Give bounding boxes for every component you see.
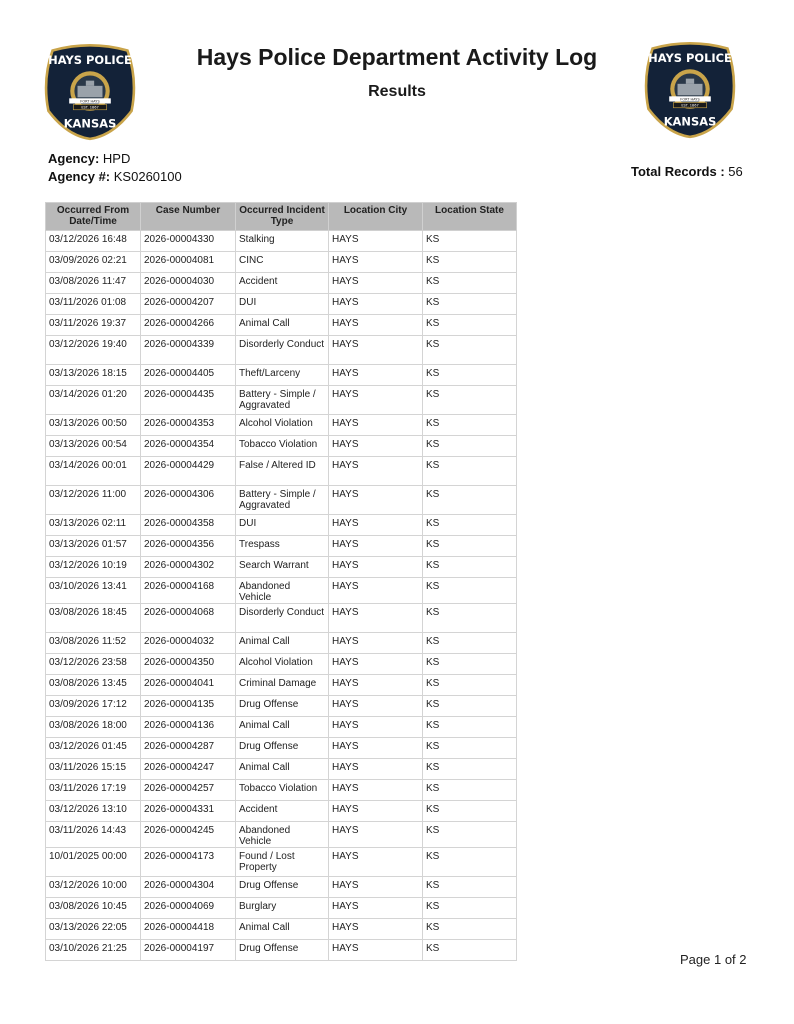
agency-value: HPD xyxy=(102,151,131,166)
cell-case-number: 2026-00004304 xyxy=(141,877,236,898)
cell-occurred-datetime: 03/14/2026 00:01 xyxy=(46,457,141,486)
cell-incident-type: Accident xyxy=(236,273,329,294)
cell-incident-type: Abandoned Vehicle xyxy=(236,578,329,604)
cell-location-city: HAYS xyxy=(329,604,423,633)
cell-location-city: HAYS xyxy=(329,436,423,457)
agency-label: Agency: xyxy=(48,151,100,166)
svg-text:KANSAS: KANSAS xyxy=(63,116,117,131)
cell-location-city: HAYS xyxy=(329,898,423,919)
cell-location-state: KS xyxy=(423,386,517,415)
cell-location-state: KS xyxy=(423,780,517,801)
cell-location-state: KS xyxy=(423,557,517,578)
cell-occurred-datetime: 03/12/2026 16:48 xyxy=(46,231,141,252)
cell-case-number: 2026-00004069 xyxy=(141,898,236,919)
cell-incident-type: Drug Offense xyxy=(236,877,329,898)
cell-case-number: 2026-00004331 xyxy=(141,801,236,822)
cell-case-number: 2026-00004081 xyxy=(141,252,236,273)
cell-location-state: KS xyxy=(423,633,517,654)
cell-incident-type: Stalking xyxy=(236,231,329,252)
cell-location-state: KS xyxy=(423,738,517,759)
cell-location-state: KS xyxy=(423,457,517,486)
cell-case-number: 2026-00004339 xyxy=(141,336,236,365)
table-row xyxy=(46,536,517,557)
cell-occurred-datetime: 03/10/2026 13:41 xyxy=(46,578,141,604)
cell-incident-type: Accident xyxy=(236,801,329,822)
cell-location-state: KS xyxy=(423,717,517,738)
cell-occurred-datetime: 03/11/2026 17:19 xyxy=(46,780,141,801)
cell-location-city: HAYS xyxy=(329,848,423,877)
table-row xyxy=(46,273,517,294)
cell-location-city: HAYS xyxy=(329,717,423,738)
cell-case-number: 2026-00004041 xyxy=(141,675,236,696)
cell-incident-type: Battery - Simple / Aggravated xyxy=(236,486,329,515)
cell-location-city: HAYS xyxy=(329,536,423,557)
table-row xyxy=(46,578,517,604)
cell-location-city: HAYS xyxy=(329,633,423,654)
cell-case-number: 2026-00004306 xyxy=(141,486,236,515)
svg-text:EST. 1867: EST. 1867 xyxy=(81,105,99,110)
cell-case-number: 2026-00004173 xyxy=(141,848,236,877)
cell-location-city: HAYS xyxy=(329,654,423,675)
cell-case-number: 2026-00004330 xyxy=(141,231,236,252)
cell-location-state: KS xyxy=(423,486,517,515)
cell-incident-type: Battery - Simple / Aggravated xyxy=(236,386,329,415)
cell-occurred-datetime: 03/14/2026 01:20 xyxy=(46,386,141,415)
cell-occurred-datetime: 03/08/2026 18:00 xyxy=(46,717,141,738)
col-incident-type: Occurred Incident Type xyxy=(236,203,329,231)
cell-location-state: KS xyxy=(423,759,517,780)
cell-incident-type: Tobacco Violation xyxy=(236,436,329,457)
cell-occurred-datetime: 03/12/2026 01:45 xyxy=(46,738,141,759)
cell-location-city: HAYS xyxy=(329,336,423,365)
cell-incident-type: Animal Call xyxy=(236,315,329,336)
cell-location-state: KS xyxy=(423,654,517,675)
table-body xyxy=(46,231,517,961)
cell-location-state: KS xyxy=(423,822,517,848)
cell-location-city: HAYS xyxy=(329,231,423,252)
cell-location-state: KS xyxy=(423,315,517,336)
cell-case-number: 2026-00004354 xyxy=(141,436,236,457)
col-location-state: Location State xyxy=(423,203,517,231)
cell-occurred-datetime: 03/12/2026 10:19 xyxy=(46,557,141,578)
cell-location-state: KS xyxy=(423,898,517,919)
cell-case-number: 2026-00004356 xyxy=(141,536,236,557)
cell-location-city: HAYS xyxy=(329,557,423,578)
cell-location-city: HAYS xyxy=(329,486,423,515)
cell-occurred-datetime: 03/13/2026 00:50 xyxy=(46,415,141,436)
table-row xyxy=(46,436,517,457)
cell-case-number: 2026-00004302 xyxy=(141,557,236,578)
table-row xyxy=(46,231,517,252)
cell-location-city: HAYS xyxy=(329,252,423,273)
cell-incident-type: Trespass xyxy=(236,536,329,557)
table-row xyxy=(46,822,517,848)
cell-occurred-datetime: 03/08/2026 10:45 xyxy=(46,898,141,919)
page-number: Page 1 of 2 xyxy=(680,952,747,967)
cell-location-city: HAYS xyxy=(329,578,423,604)
svg-text:HAYS POLICE: HAYS POLICE xyxy=(48,53,132,67)
svg-text:HAYS POLICE: HAYS POLICE xyxy=(648,51,732,65)
table-row xyxy=(46,252,517,273)
svg-text:FORT HAYS: FORT HAYS xyxy=(80,99,100,104)
cell-case-number: 2026-00004435 xyxy=(141,386,236,415)
cell-location-city: HAYS xyxy=(329,415,423,436)
cell-occurred-datetime: 03/09/2026 02:21 xyxy=(46,252,141,273)
col-occurred-datetime: Occurred From Date/Time xyxy=(46,203,141,231)
cell-location-state: KS xyxy=(423,940,517,961)
table-row xyxy=(46,848,517,877)
cell-occurred-datetime: 03/11/2026 19:37 xyxy=(46,315,141,336)
table-row xyxy=(46,877,517,898)
cell-location-city: HAYS xyxy=(329,696,423,717)
cell-location-state: KS xyxy=(423,252,517,273)
cell-case-number: 2026-00004136 xyxy=(141,717,236,738)
cell-case-number: 2026-00004068 xyxy=(141,604,236,633)
cell-incident-type: Animal Call xyxy=(236,633,329,654)
cell-location-state: KS xyxy=(423,675,517,696)
cell-location-state: KS xyxy=(423,696,517,717)
cell-incident-type: Drug Offense xyxy=(236,696,329,717)
cell-case-number: 2026-00004353 xyxy=(141,415,236,436)
cell-location-state: KS xyxy=(423,515,517,536)
cell-occurred-datetime: 03/12/2026 23:58 xyxy=(46,654,141,675)
cell-incident-type: Found / Lost Property xyxy=(236,848,329,877)
page-subtitle: Results xyxy=(368,83,426,100)
table-row xyxy=(46,940,517,961)
table-row xyxy=(46,919,517,940)
page-title: Hays Police Department Activity Log xyxy=(196,44,598,70)
table-row xyxy=(46,801,517,822)
cell-case-number: 2026-00004197 xyxy=(141,940,236,961)
activity-log-table xyxy=(45,202,517,961)
cell-incident-type: Alcohol Violation xyxy=(236,415,329,436)
col-case-number: Case Number xyxy=(141,203,236,231)
cell-case-number: 2026-00004168 xyxy=(141,578,236,604)
cell-case-number: 2026-00004032 xyxy=(141,633,236,654)
cell-occurred-datetime: 03/08/2026 11:52 xyxy=(46,633,141,654)
cell-incident-type: Alcohol Violation xyxy=(236,654,329,675)
cell-case-number: 2026-00004350 xyxy=(141,654,236,675)
total-records xyxy=(631,164,743,179)
cell-location-state: KS xyxy=(423,436,517,457)
cell-occurred-datetime: 03/11/2026 15:15 xyxy=(46,759,141,780)
cell-occurred-datetime: 03/08/2026 18:45 xyxy=(46,604,141,633)
table-row xyxy=(46,675,517,696)
cell-occurred-datetime: 03/12/2026 19:40 xyxy=(46,336,141,365)
table-row xyxy=(46,336,517,365)
table-row xyxy=(46,365,517,386)
total-records-label: Total Records : xyxy=(631,164,725,179)
cell-occurred-datetime: 03/13/2026 18:15 xyxy=(46,365,141,386)
cell-location-state: KS xyxy=(423,294,517,315)
table-row xyxy=(46,315,517,336)
cell-location-city: HAYS xyxy=(329,294,423,315)
cell-occurred-datetime: 03/09/2026 17:12 xyxy=(46,696,141,717)
cell-case-number: 2026-00004135 xyxy=(141,696,236,717)
cell-incident-type: DUI xyxy=(236,515,329,536)
cell-case-number: 2026-00004358 xyxy=(141,515,236,536)
cell-case-number: 2026-00004405 xyxy=(141,365,236,386)
cell-case-number: 2026-00004287 xyxy=(141,738,236,759)
cell-location-city: HAYS xyxy=(329,822,423,848)
cell-location-city: HAYS xyxy=(329,386,423,415)
cell-location-city: HAYS xyxy=(329,780,423,801)
cell-occurred-datetime: 03/08/2026 13:45 xyxy=(46,675,141,696)
cell-location-city: HAYS xyxy=(329,315,423,336)
cell-location-city: HAYS xyxy=(329,940,423,961)
table-row xyxy=(46,717,517,738)
cell-occurred-datetime: 03/12/2026 13:10 xyxy=(46,801,141,822)
cell-location-city: HAYS xyxy=(329,919,423,940)
table-row xyxy=(46,898,517,919)
agency-number-label: Agency #: xyxy=(48,169,111,184)
table-row xyxy=(46,654,517,675)
cell-incident-type: Theft/Larceny xyxy=(236,365,329,386)
cell-case-number: 2026-00004418 xyxy=(141,919,236,940)
cell-location-city: HAYS xyxy=(329,759,423,780)
cell-location-city: HAYS xyxy=(329,515,423,536)
cell-location-state: KS xyxy=(423,336,517,365)
cell-case-number: 2026-00004266 xyxy=(141,315,236,336)
cell-incident-type: DUI xyxy=(236,294,329,315)
cell-case-number: 2026-00004247 xyxy=(141,759,236,780)
table-row xyxy=(46,457,517,486)
cell-location-state: KS xyxy=(423,578,517,604)
cell-incident-type: Animal Call xyxy=(236,717,329,738)
table-row xyxy=(46,738,517,759)
cell-location-state: KS xyxy=(423,365,517,386)
agency-info xyxy=(48,150,182,186)
cell-occurred-datetime: 03/13/2026 22:05 xyxy=(46,919,141,940)
cell-incident-type: Disorderly Conduct xyxy=(236,604,329,633)
cell-occurred-datetime: 03/12/2026 11:00 xyxy=(46,486,141,515)
cell-location-city: HAYS xyxy=(329,801,423,822)
svg-text:EST. 1867: EST. 1867 xyxy=(681,103,699,108)
cell-location-state: KS xyxy=(423,848,517,877)
table-row xyxy=(46,759,517,780)
cell-incident-type: Burglary xyxy=(236,898,329,919)
cell-case-number: 2026-00004257 xyxy=(141,780,236,801)
table-row xyxy=(46,557,517,578)
cell-case-number: 2026-00004030 xyxy=(141,273,236,294)
cell-occurred-datetime: 03/08/2026 11:47 xyxy=(46,273,141,294)
agency-number-value: KS0260100 xyxy=(113,169,182,184)
total-records-value: 56 xyxy=(728,164,743,179)
table-row xyxy=(46,294,517,315)
cell-case-number: 2026-00004245 xyxy=(141,822,236,848)
cell-incident-type: False / Altered ID xyxy=(236,457,329,486)
cell-location-state: KS xyxy=(423,877,517,898)
cell-case-number: 2026-00004207 xyxy=(141,294,236,315)
cell-location-state: KS xyxy=(423,415,517,436)
cell-occurred-datetime: 03/13/2026 00:54 xyxy=(46,436,141,457)
cell-location-state: KS xyxy=(423,231,517,252)
cell-occurred-datetime: 03/13/2026 02:11 xyxy=(46,515,141,536)
table-row xyxy=(46,486,517,515)
cell-incident-type: Criminal Damage xyxy=(236,675,329,696)
table-row xyxy=(46,696,517,717)
cell-incident-type: CINC xyxy=(236,252,329,273)
cell-location-state: KS xyxy=(423,801,517,822)
cell-location-state: KS xyxy=(423,536,517,557)
cell-incident-type: Drug Offense xyxy=(236,940,329,961)
cell-case-number: 2026-00004429 xyxy=(141,457,236,486)
cell-occurred-datetime: 03/13/2026 01:57 xyxy=(46,536,141,557)
cell-location-city: HAYS xyxy=(329,273,423,294)
svg-text:KANSAS: KANSAS xyxy=(663,114,717,129)
cell-incident-type: Animal Call xyxy=(236,759,329,780)
table-header-row xyxy=(46,203,517,231)
cell-location-city: HAYS xyxy=(329,365,423,386)
table-row xyxy=(46,633,517,654)
col-location-city: Location City xyxy=(329,203,423,231)
cell-occurred-datetime: 03/11/2026 01:08 xyxy=(46,294,141,315)
cell-incident-type: Search Warrant xyxy=(236,557,329,578)
cell-occurred-datetime: 03/10/2026 21:25 xyxy=(46,940,141,961)
cell-incident-type: Abandoned Vehicle xyxy=(236,822,329,848)
cell-incident-type: Tobacco Violation xyxy=(236,780,329,801)
cell-occurred-datetime: 03/11/2026 14:43 xyxy=(46,822,141,848)
cell-location-state: KS xyxy=(423,604,517,633)
cell-location-state: KS xyxy=(423,273,517,294)
cell-occurred-datetime: 10/01/2025 00:00 xyxy=(46,848,141,877)
cell-incident-type: Drug Offense xyxy=(236,738,329,759)
table-row xyxy=(46,780,517,801)
cell-incident-type: Animal Call xyxy=(236,919,329,940)
cell-location-city: HAYS xyxy=(329,738,423,759)
cell-location-city: HAYS xyxy=(329,877,423,898)
svg-text:FORT HAYS: FORT HAYS xyxy=(680,97,700,102)
cell-location-city: HAYS xyxy=(329,457,423,486)
cell-location-state: KS xyxy=(423,919,517,940)
table-row xyxy=(46,415,517,436)
table-row xyxy=(46,386,517,415)
cell-incident-type: Disorderly Conduct xyxy=(236,336,329,365)
cell-occurred-datetime: 03/12/2026 10:00 xyxy=(46,877,141,898)
table-row xyxy=(46,604,517,633)
cell-location-city: HAYS xyxy=(329,675,423,696)
table-row xyxy=(46,515,517,536)
